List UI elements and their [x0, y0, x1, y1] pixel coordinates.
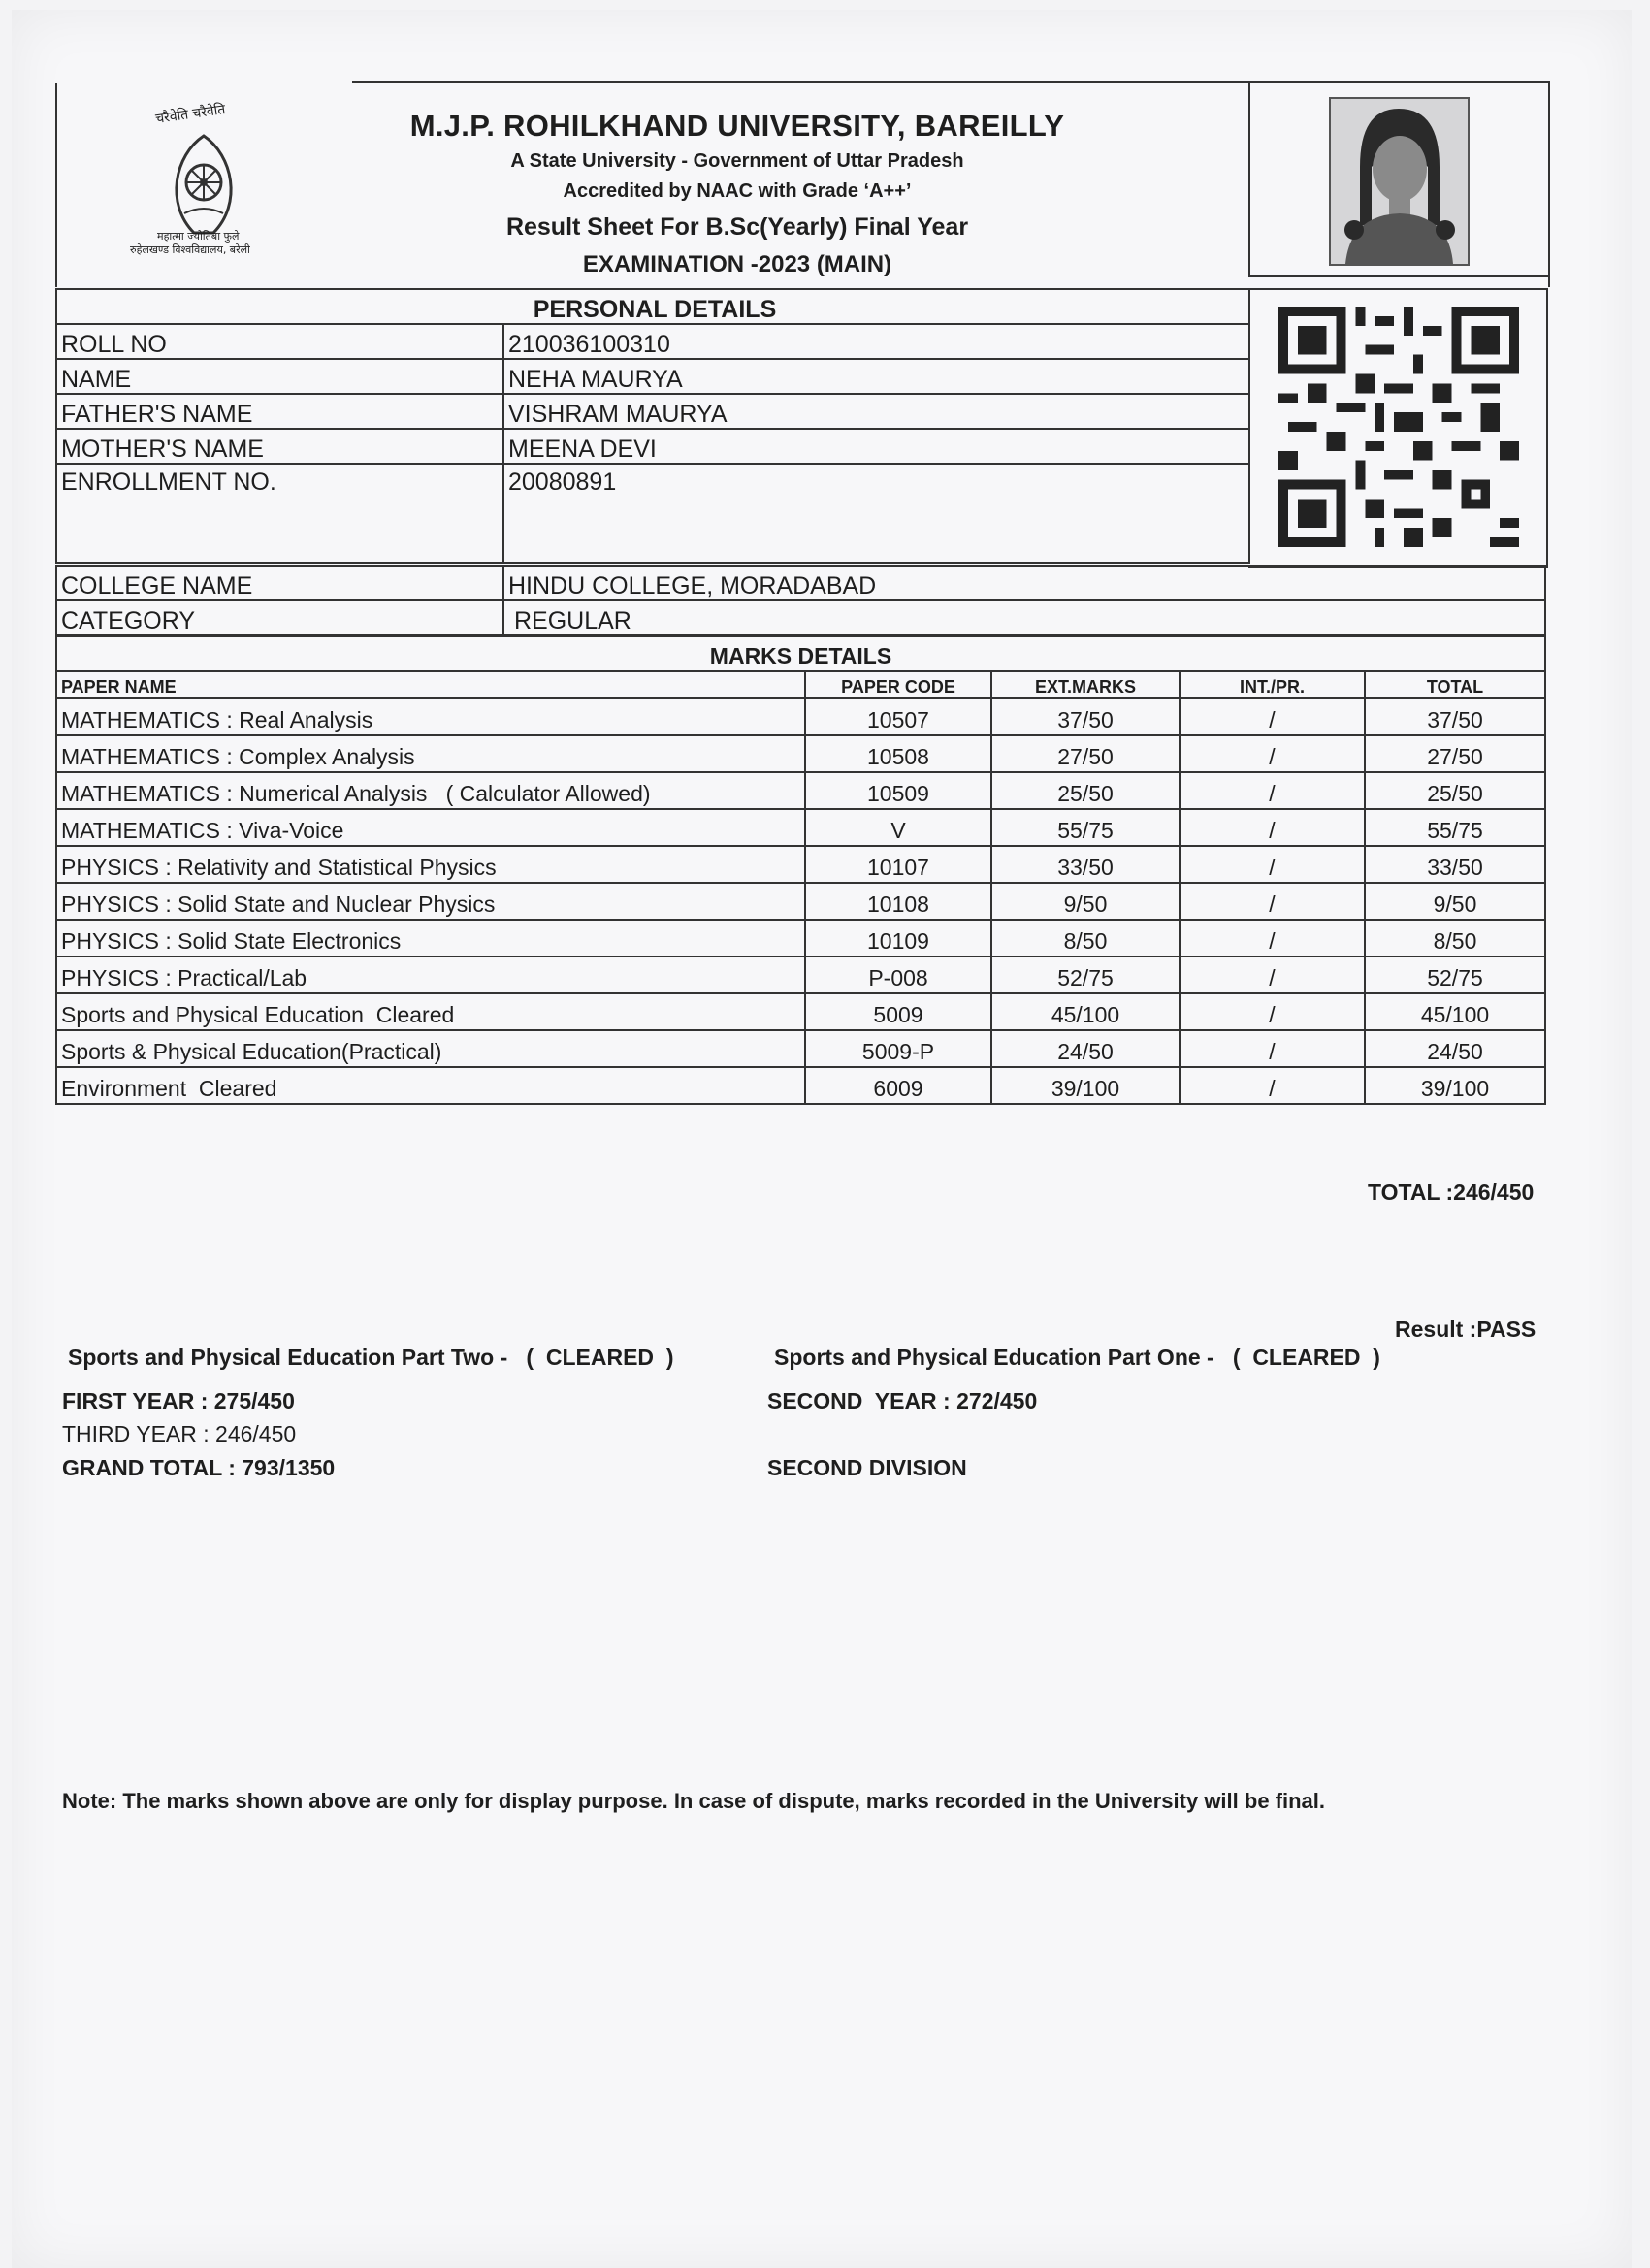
int-pr-cell: / — [1180, 846, 1365, 883]
paper-name-cell: Sports & Physical Education(Practical) — [56, 1030, 805, 1067]
ext-marks-cell: 27/50 — [991, 735, 1180, 772]
table-row — [56, 600, 1545, 635]
total-cell: 55/75 — [1365, 809, 1545, 846]
paper-name-cell: MATHEMATICS : Real Analysis — [56, 698, 805, 735]
mother-name-label: MOTHER'S NAME — [56, 429, 503, 464]
category-value: REGULAR — [503, 600, 1545, 635]
paper-name-cell: MATHEMATICS : Complex Analysis — [56, 735, 805, 772]
table-row — [56, 429, 1249, 464]
table-row — [56, 324, 1249, 359]
paper-code-cell: 10108 — [805, 883, 991, 920]
mother-name-value: MEENA DEVI — [503, 429, 1249, 464]
paper-code-cell: 10507 — [805, 698, 991, 735]
ext-marks-cell: 45/100 — [991, 993, 1180, 1030]
col-ext-marks: EXT.MARKS — [991, 671, 1180, 698]
paper-name-cell: Environment Cleared — [56, 1067, 805, 1104]
paper-code-cell: P-008 — [805, 956, 991, 993]
int-pr-cell: / — [1180, 883, 1365, 920]
grand-total: GRAND TOTAL : 793/1350 — [62, 1455, 336, 1480]
paper-name-cell: MATHEMATICS : Viva-Voice — [56, 809, 805, 846]
roll-no-value: 210036100310 — [503, 324, 1249, 359]
paper-name-cell: PHYSICS : Solid State Electronics — [56, 920, 805, 956]
ext-marks-cell: 37/50 — [991, 698, 1180, 735]
enrollment-value: 20080891 — [503, 464, 1249, 563]
college-table — [55, 565, 1546, 636]
total-marks: TOTAL :246/450 — [1368, 1180, 1535, 1205]
marks-body — [56, 698, 1545, 1104]
paper-name-cell: Sports and Physical Education Cleared — [56, 993, 805, 1030]
second-year-marks: SECOND YEAR : 272/450 — [767, 1388, 1038, 1413]
ext-marks-cell: 55/75 — [991, 809, 1180, 846]
personal-details-table — [55, 288, 1250, 564]
total-cell: 37/50 — [1365, 698, 1545, 735]
int-pr-cell: / — [1180, 956, 1365, 993]
university-status: A State University - Government of Uttar Pradesh — [510, 150, 964, 172]
total-cell: 33/50 — [1365, 846, 1545, 883]
result-status: Result :PASS — [1395, 1316, 1537, 1342]
father-name-label: FATHER'S NAME — [56, 394, 503, 429]
paper-code-cell: 10109 — [805, 920, 991, 956]
ext-marks-cell: 8/50 — [991, 920, 1180, 956]
table-row — [56, 1030, 1545, 1067]
result-sheet-title: Result Sheet For B.Sc(Yearly) Final Year — [505, 213, 969, 241]
paper-name-cell: PHYSICS : Relativity and Statistical Physics — [56, 846, 805, 883]
paper-code-cell: 6009 — [805, 1067, 991, 1104]
university-name: M.J.P. ROHILKHAND UNIVERSITY, BAREILLY — [409, 109, 1065, 143]
name-label: NAME — [56, 359, 503, 394]
int-pr-cell: / — [1180, 920, 1365, 956]
table-row — [56, 920, 1545, 956]
ext-marks-cell: 39/100 — [991, 1067, 1180, 1104]
ext-marks-cell: 52/75 — [991, 956, 1180, 993]
marks-header-row — [56, 671, 1545, 698]
ext-marks-cell: 25/50 — [991, 772, 1180, 809]
name-value: NEHA MAURYA — [503, 359, 1249, 394]
sports-part-two: Sports and Physical Education Part Two - ( CLEARED ) — [68, 1345, 674, 1370]
ext-marks-cell: 33/50 — [991, 846, 1180, 883]
total-cell: 52/75 — [1365, 956, 1545, 993]
enrollment-label: ENROLLMENT NO. — [56, 464, 503, 563]
marks-details-heading: MARKS DETAILS — [56, 636, 1545, 671]
col-paper-name: PAPER NAME — [56, 671, 805, 698]
table-row — [56, 566, 1545, 600]
logo-caption-1: महात्मा ज्योतिबा फुले — [157, 230, 240, 243]
table-row — [56, 1067, 1545, 1104]
table-row — [56, 772, 1545, 809]
table-row — [56, 698, 1545, 735]
college-value: HINDU COLLEGE, MORADABAD — [503, 566, 1545, 600]
table-row — [56, 394, 1249, 429]
int-pr-cell: / — [1180, 698, 1365, 735]
int-pr-cell: / — [1180, 993, 1365, 1030]
int-pr-cell: / — [1180, 735, 1365, 772]
division: SECOND DIVISION — [767, 1455, 967, 1480]
category-label: CATEGORY — [56, 600, 503, 635]
qr-code-icon — [1278, 307, 1519, 547]
paper-code-cell: 10508 — [805, 735, 991, 772]
total-cell: 27/50 — [1365, 735, 1545, 772]
total-cell: 8/50 — [1365, 920, 1545, 956]
total-cell: 9/50 — [1365, 883, 1545, 920]
marks-table — [55, 635, 1546, 1105]
logo-motto: चरैवेति चरैवेति — [154, 102, 227, 127]
table-row — [56, 735, 1545, 772]
table-row — [56, 809, 1545, 846]
int-pr-cell: / — [1180, 1067, 1365, 1104]
int-pr-cell: / — [1180, 809, 1365, 846]
accreditation: Accredited by NAAC with Grade ‘A++’ — [563, 180, 912, 202]
total-cell: 39/100 — [1365, 1067, 1545, 1104]
total-cell: 45/100 — [1365, 993, 1545, 1030]
table-row — [56, 359, 1249, 394]
paper-name-cell: MATHEMATICS : Numerical Analysis ( Calculator Allowed) — [56, 772, 805, 809]
student-portrait-icon — [1331, 99, 1468, 264]
paper-code-cell: 5009-P — [805, 1030, 991, 1067]
examination-title: EXAMINATION -2023 (MAIN) — [582, 251, 892, 277]
table-row — [56, 993, 1545, 1030]
ext-marks-cell: 9/50 — [991, 883, 1180, 920]
table-row — [56, 883, 1545, 920]
roll-no-label: ROLL NO — [56, 324, 503, 359]
table-row — [56, 846, 1545, 883]
third-year-marks: THIRD YEAR : 246/450 — [62, 1421, 297, 1446]
int-pr-cell: / — [1180, 772, 1365, 809]
personal-details-heading: PERSONAL DETAILS — [56, 289, 1249, 324]
father-name-value: VISHRAM MAURYA — [503, 394, 1249, 429]
col-total: TOTAL — [1365, 671, 1545, 698]
table-row — [56, 956, 1545, 993]
first-year-marks: FIRST YEAR : 275/450 — [62, 1388, 295, 1413]
col-paper-code: PAPER CODE — [805, 671, 991, 698]
university-logo — [116, 97, 291, 262]
student-photo — [1329, 97, 1470, 266]
disclaimer-note: Note: The marks shown above are only for display purpose. In case of dispute, marks recorded in the University will be final. — [62, 1789, 1326, 1813]
paper-code-cell: 5009 — [805, 993, 991, 1030]
college-label: COLLEGE NAME — [56, 566, 503, 600]
logo-caption-2: रुहेलखण्ड विश्वविद्यालय, बरेली — [130, 243, 250, 256]
total-cell: 25/50 — [1365, 772, 1545, 809]
paper-name-cell: PHYSICS : Solid State and Nuclear Physics — [56, 883, 805, 920]
header-frame-gap — [55, 81, 352, 83]
table-row — [56, 464, 1249, 563]
ext-marks-cell: 24/50 — [991, 1030, 1180, 1067]
paper-code-cell: 10509 — [805, 772, 991, 809]
paper-name-cell: PHYSICS : Practical/Lab — [56, 956, 805, 993]
sports-part-one: Sports and Physical Education Part One - ( CLEARED ) — [774, 1345, 1380, 1370]
paper-code-cell: 10107 — [805, 846, 991, 883]
total-cell: 24/50 — [1365, 1030, 1545, 1067]
int-pr-cell: / — [1180, 1030, 1365, 1067]
paper-code-cell: V — [805, 809, 991, 846]
col-int-pr: INT./PR. — [1180, 671, 1365, 698]
